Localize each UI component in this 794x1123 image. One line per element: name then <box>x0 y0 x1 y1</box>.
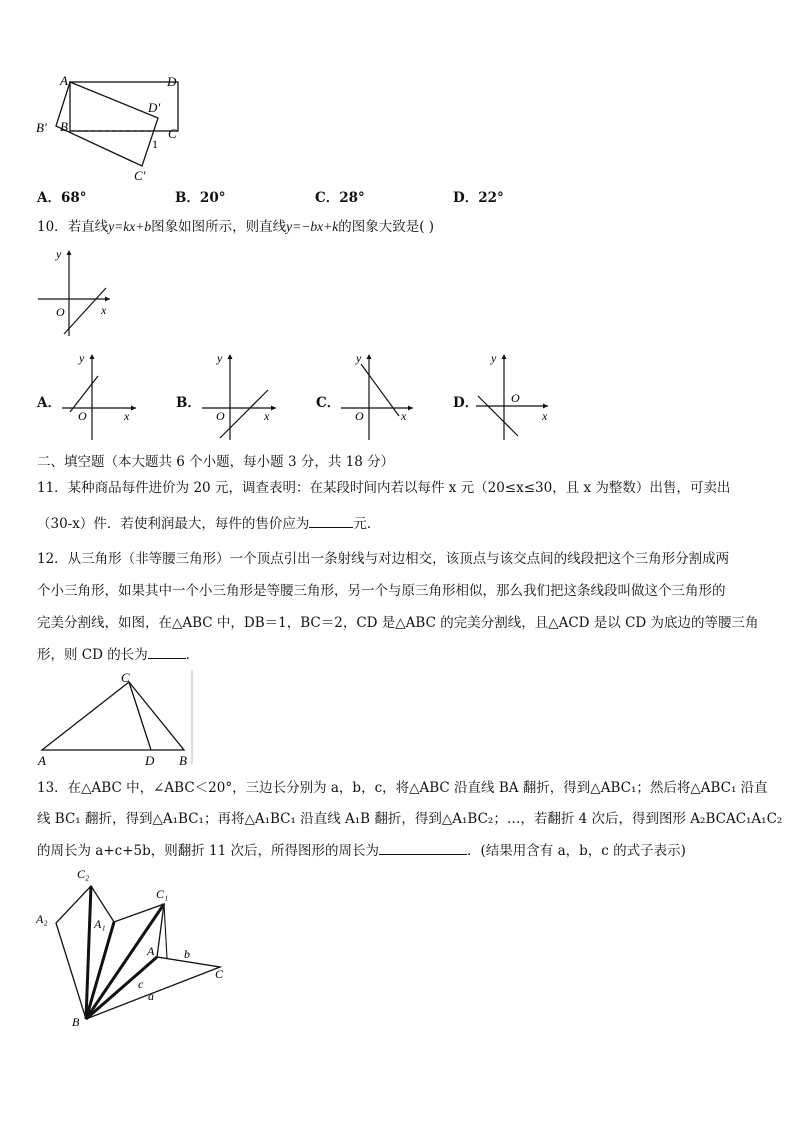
label-angle-1: 1 <box>152 137 158 151</box>
svg-text:y: y <box>79 351 85 365</box>
q12-line3: 完美分割线，如图，在△ABC 中，DB＝1，BC＝2，CD 是△ABC 的完美分割线，且△ACD 是以 CD 为底边的等腰三角 <box>37 615 759 631</box>
q10-option-a[interactable]: A． <box>37 395 61 411</box>
q10-eq1: y=kx+b <box>108 219 152 234</box>
svg-text:x: x <box>264 409 270 423</box>
svg-text:O: O <box>216 409 225 423</box>
label-D-prime: D′ <box>148 100 161 115</box>
svg-text:y: y <box>356 351 362 365</box>
svg-text:A₁: A₁ <box>94 917 106 931</box>
q12-line1: 12．从三角形（非等腰三角形）一个顶点引出一条射线与对边相交，该顶点与该交点间的线段把这个三角形分割成两 <box>37 551 730 567</box>
svg-text:a: a <box>148 989 154 1003</box>
svg-text:x: x <box>542 409 548 423</box>
svg-text:O: O <box>355 409 364 423</box>
svg-text:A: A <box>147 944 155 958</box>
rect-abcd <box>70 82 178 131</box>
svg-text:A₂: A₂ <box>36 912 48 926</box>
label-C: C <box>168 126 177 141</box>
svg-text:B: B <box>72 1015 80 1029</box>
svg-text:c: c <box>138 977 144 991</box>
q11-line1: 11．某种商品每件进价为 20 元，调查表明：在某段时间内若以每件 x 元（20≤x≤30，且 x 为整数）出售，可卖出 <box>37 480 731 496</box>
svg-text:D: D <box>145 753 155 768</box>
svg-text:B: B <box>179 753 187 768</box>
q9-option-a[interactable]: A．68° <box>37 190 87 206</box>
q10-stem-graph <box>34 246 114 338</box>
q9-option-d[interactable]: D．22° <box>453 190 504 206</box>
svg-text:x: x <box>401 409 407 423</box>
svg-text:y: y <box>217 351 223 365</box>
q13-answer-blank[interactable] <box>379 842 467 855</box>
svg-text:O: O <box>56 305 65 319</box>
section-2-title: 二、填空题（本大题共 6 个小题，每小题 3 分，共 18 分） <box>37 454 395 470</box>
q10-option-b-graph <box>198 350 282 442</box>
label-C-prime: C′ <box>134 168 146 183</box>
q11-line2: （30-x）件．若使利润最大，每件的售价应为 元． <box>37 516 381 532</box>
q13-line3: 的周长为 a+c+5b，则翻折 11 次后，所得图形的周长为 ．(结果用含有 a，b，c 的式子表示) <box>37 843 686 859</box>
q10-option-d-graph <box>472 350 556 442</box>
svg-text:O: O <box>78 409 87 423</box>
q9-option-b[interactable]: B．20° <box>175 190 226 206</box>
svg-text:C: C <box>215 967 224 981</box>
svg-text:x: x <box>101 303 107 317</box>
q12-line4: 形，则 CD 的长为 ． <box>37 647 200 663</box>
q13-line2: 线 BC₁ 翻折，得到△A₁BC₁；再将△A₁BC₁ 沿直线 A₁B 翻折，得到△A₁BC₂；…，若翻折 4 次后，得到图形 A₂BCAC₁A₁C₂ <box>37 811 783 827</box>
svg-text:b: b <box>184 947 190 961</box>
svg-text:C₁: C₁ <box>156 887 169 901</box>
svg-text:A: A <box>38 753 46 768</box>
svg-text:C: C <box>121 670 130 685</box>
folded-quad <box>56 82 161 166</box>
label-B-prime: B′ <box>36 120 47 135</box>
label-A: A <box>60 73 68 88</box>
q10-option-c-graph <box>337 350 421 442</box>
line-kx-b <box>64 288 106 334</box>
label-D: D <box>167 74 177 89</box>
svg-text:x: x <box>124 409 130 423</box>
q10-option-d[interactable]: D． <box>453 395 479 411</box>
svg-text:y: y <box>491 351 497 365</box>
q10-stem: 10．若直线y=kx+b图象如图所示，则直线y=−bx+k的图象大致是( ) <box>37 219 435 235</box>
q13-line1: 13．在△ABC 中，∠ABC＜20°，三边长分别为 a，b，c，将△ABC 沿直线 BA 翻折，得到△ABC₁；然后将△ABC₁ 沿直 <box>37 780 768 796</box>
svg-text:y: y <box>56 247 62 261</box>
q13-figure <box>34 866 234 1032</box>
q11-answer-blank[interactable] <box>309 515 353 528</box>
q9-figure <box>30 70 190 185</box>
label-B: B <box>60 119 68 134</box>
q12-line2: 个小三角形，如果其中一个小三角形是等腰三角形，另一个与原三角形相似，那么我们把这条线段叫做这个三角形的 <box>37 583 726 599</box>
q12-figure <box>34 668 196 768</box>
svg-text:O: O <box>511 391 520 405</box>
q12-answer-blank[interactable] <box>148 646 186 659</box>
svg-text:C₂: C₂ <box>77 867 90 881</box>
q10-option-b[interactable]: B． <box>176 395 201 411</box>
q10-option-a-graph <box>58 350 142 442</box>
q10-option-c[interactable]: C． <box>316 395 341 411</box>
q10-eq2: y=−bx+k <box>286 219 339 234</box>
q9-option-c[interactable]: C．28° <box>315 190 365 206</box>
